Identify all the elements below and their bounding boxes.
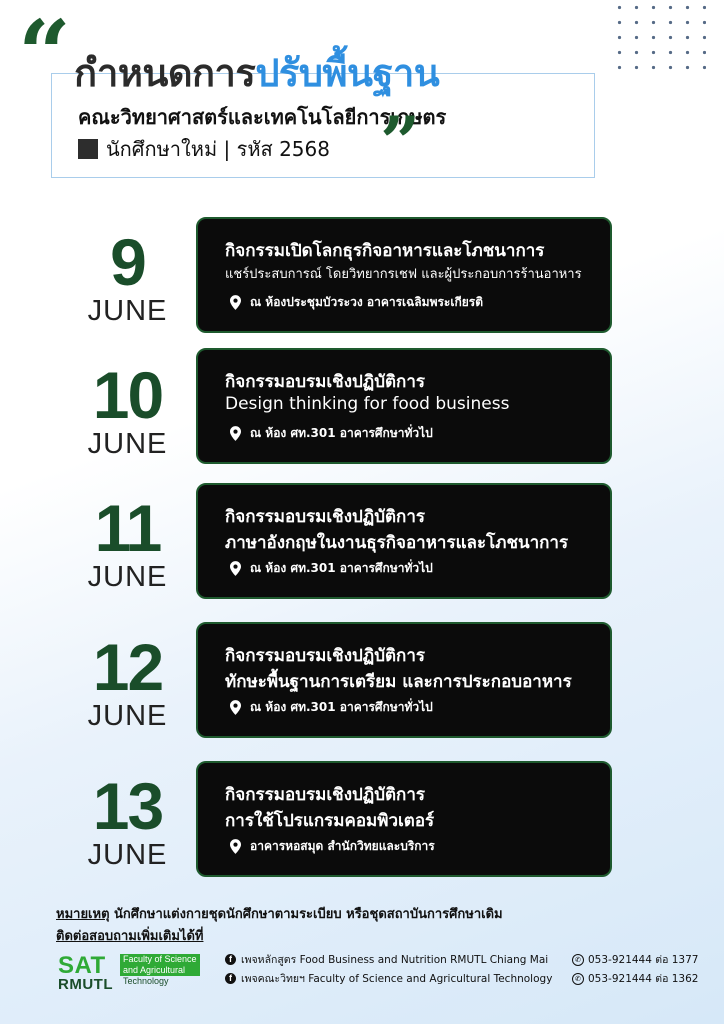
event-date [70, 769, 185, 871]
phone-text: 053-921444 ต่อ 1362 [588, 973, 699, 985]
student-code-text: นักศึกษาใหม่ | รหัส 2568 [106, 137, 330, 161]
logo-faculty-line: Technology [123, 976, 169, 986]
event-month: JUNE [87, 561, 168, 593]
event-location [230, 837, 435, 856]
facebook-icon: f [225, 954, 236, 965]
event-day: 10 [92, 358, 163, 432]
location-pin-icon [230, 426, 241, 441]
logo-rmutl-text: RMUTL [58, 976, 113, 993]
facebook-page-text: เพจหลักสูตร Food Business and Nutrition RMUTL Chiang Mai [241, 954, 549, 966]
event-month: JUNE [87, 295, 168, 327]
contact-heading-text: ติดต่อสอบถามเพิ่มเติมได้ที่ [56, 929, 204, 944]
event-date [70, 630, 185, 732]
close-quote-icon: ” [380, 101, 421, 184]
event-day: 9 [110, 225, 145, 299]
event-month: JUNE [87, 700, 168, 732]
note-text: นักศึกษาแต่งกายชุดนักศึกษาตามระเบียบ หรือชุดสถาบันการศึกษาเดิม [109, 907, 503, 922]
facebook-page-text: เพจคณะวิทยฯ Faculty of Science and Agricultural Technology [241, 973, 553, 985]
event-location-text: อาคารหอสมุด สำนักวิทยและบริการ [250, 839, 435, 853]
event-location [230, 698, 433, 717]
event-detail: ภาษาอังกฤษในงานธุรกิจอาหารและโภชนาการ [225, 533, 569, 553]
event-location [230, 559, 433, 578]
logo-faculty-line: Faculty of Science [120, 954, 200, 965]
facebook-icon: f [225, 973, 236, 984]
event-day: 13 [92, 769, 163, 843]
phone-icon: ✆ [572, 973, 584, 985]
phone-contact [572, 951, 698, 968]
event-card [196, 622, 612, 738]
event-date [70, 225, 185, 327]
event-date [70, 358, 185, 460]
phone-text: 053-921444 ต่อ 1377 [588, 954, 699, 966]
phone-icon: ✆ [572, 954, 584, 966]
faculty-logo [58, 952, 208, 994]
event-location [230, 293, 483, 312]
phone-contact [572, 970, 698, 987]
faculty-subtitle: คณะวิทยาศาสตร์และเทคโนโลยีการเกษตร [78, 105, 447, 129]
event-location-text: ณ ห้อง ศท.301 อาคารศึกษาทั่วไป [250, 561, 433, 575]
contact-heading [56, 925, 203, 946]
event-card [196, 761, 612, 877]
event-detail: แชร์ประสบการณ์ โดยวิทยากรเชฟ และผู้ประกอบการร้านอาหาร [225, 267, 582, 282]
location-pin-icon [230, 561, 241, 576]
logo-faculty-text [120, 954, 200, 987]
event-day: 11 [94, 491, 161, 565]
event-title: กิจกรรมอบรมเชิงปฏิบัติการ [225, 507, 426, 527]
event-card [196, 348, 612, 464]
location-pin-icon [230, 839, 241, 854]
event-day: 12 [92, 630, 163, 704]
event-month: JUNE [87, 428, 168, 460]
logo-faculty-line: and Agricultural [120, 965, 200, 976]
location-pin-icon [230, 700, 241, 715]
open-quote-icon: “ [18, 0, 71, 108]
event-location [230, 424, 433, 443]
event-location-text: ณ ห้องประชุมบัวระวง อาคารเฉลิมพระเกียรติ [250, 295, 484, 309]
location-pin-icon [230, 295, 241, 310]
event-date [70, 491, 185, 593]
event-month: JUNE [87, 839, 168, 871]
event-title: กิจกรรมเปิดโลกธุรกิจอาหารและโภชนาการ [225, 241, 545, 261]
decorative-dot-grid [611, 0, 706, 75]
event-card [196, 217, 612, 333]
event-location-text: ณ ห้อง ศท.301 อาคารศึกษาทั่วไป [250, 426, 433, 440]
event-detail: Design thinking for food business [225, 394, 510, 414]
page-title [74, 42, 439, 103]
event-title: กิจกรรมอบรมเชิงปฏิบัติการ [225, 785, 426, 805]
facebook-page-link[interactable] [225, 970, 552, 987]
title-part-1: กำหนดการ [74, 51, 256, 95]
student-code-line [78, 133, 330, 165]
event-title: กิจกรรมอบรมเชิงปฏิบัติการ [225, 372, 426, 392]
square-bullet-icon [78, 139, 98, 159]
title-part-2: ปรับพื้นฐาน [255, 51, 440, 95]
event-title: กิจกรรมอบรมเชิงปฏิบัติการ [225, 646, 426, 666]
note-label: หมายเหตุ [56, 907, 110, 922]
event-detail: ทักษะพื้นฐานการเตรียม และการประกอบอาหาร [225, 672, 572, 692]
footer-note [56, 903, 503, 924]
event-location-text: ณ ห้อง ศท.301 อาคารศึกษาทั่วไป [250, 700, 433, 714]
logo-sat-text: SAT [58, 952, 106, 979]
event-detail: การใช้โปรแกรมคอมพิวเตอร์ [225, 811, 435, 831]
event-card [196, 483, 612, 599]
facebook-page-link[interactable] [225, 951, 548, 968]
